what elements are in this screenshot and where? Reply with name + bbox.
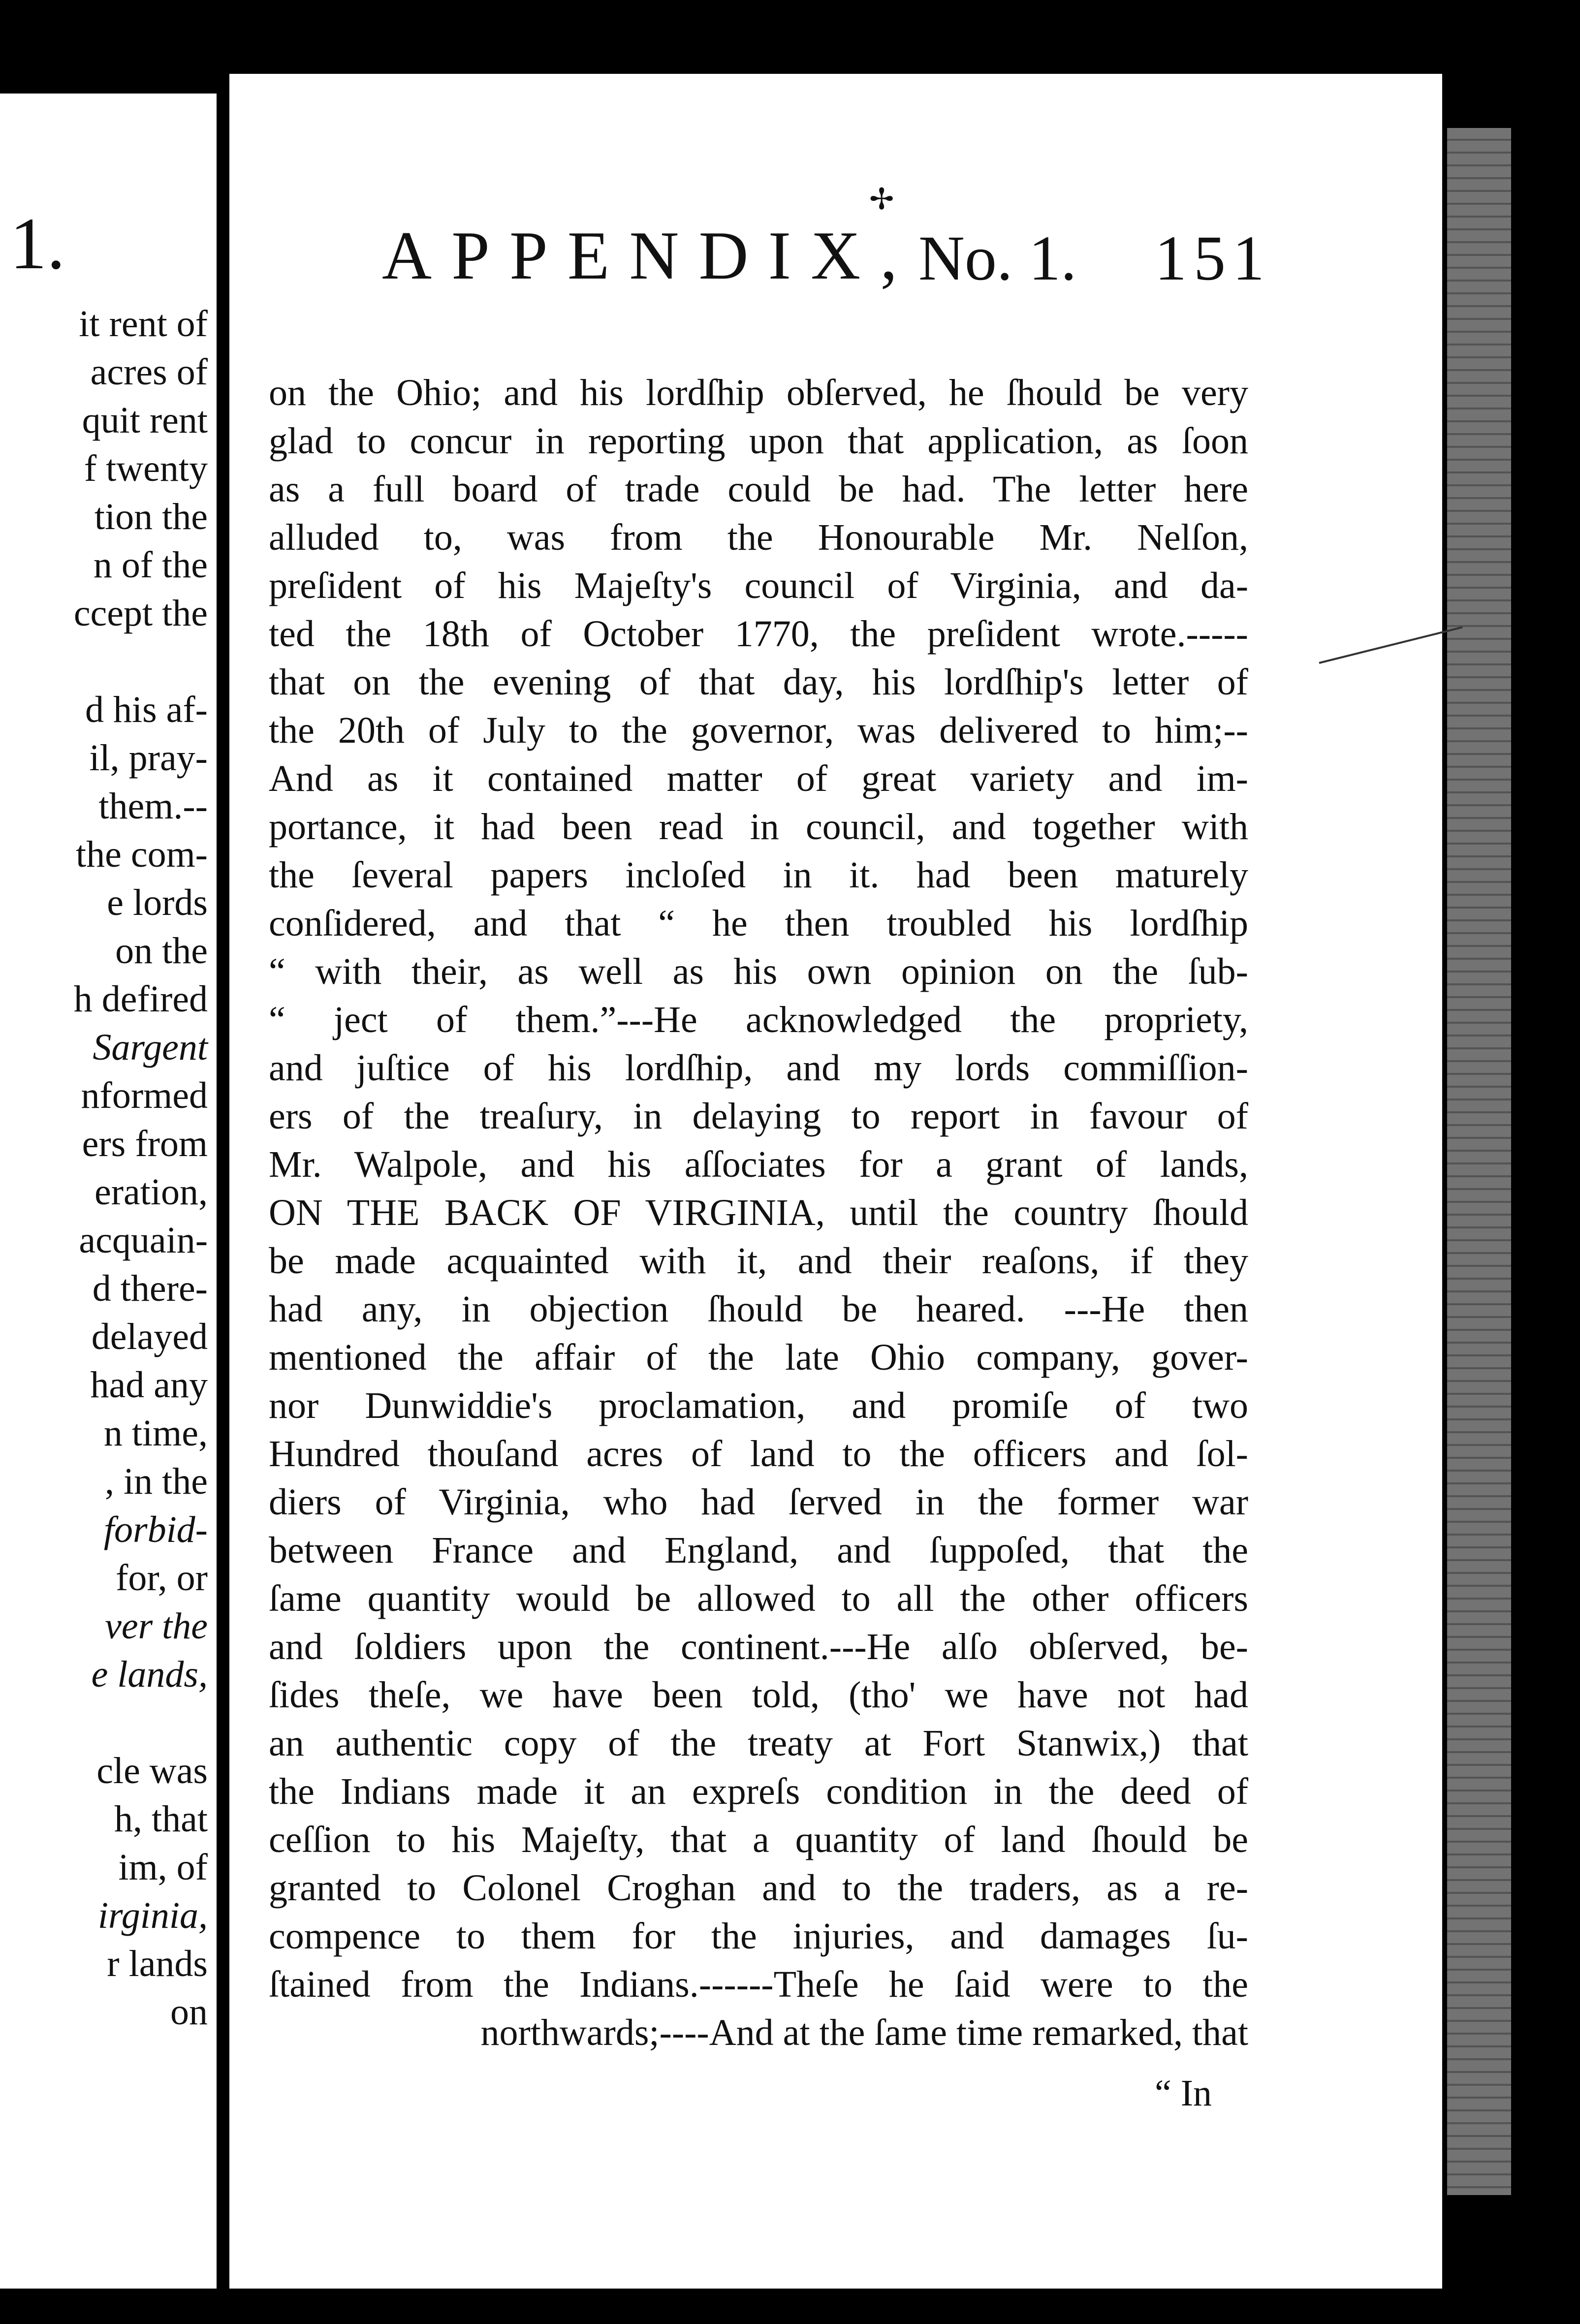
left-page-line: acquain- [79,1220,208,1261]
page-header [229,218,1442,305]
left-page-line: tion the [94,496,208,537]
body-line: ON THE BACK OF VIRGINIA, until the country ſhould [269,1192,1248,1233]
page-edge-bleed [1447,128,1511,2195]
body-line: and ſoldiers upon the continent.---He alſo obſerved, be- [269,1626,1248,1667]
body-line: between France and England, and ſuppoſed, that the [269,1530,1248,1571]
body-line: Hundred thouſand acres of land to the officers and ſol- [269,1433,1248,1475]
body-line: ſame quantity would be allowed to all the other officers [269,1578,1248,1619]
body-line: Mr. Walpole, and his aſſociates for a grant of lands, [269,1144,1248,1185]
body-line: northwards;----And at the ſame time remarked, that [480,2012,1248,2053]
appendix-number: No. 1. [918,223,1077,294]
main-page [229,74,1442,2289]
body-line: alluded to, was from the Honourable Mr. Nelſon, [269,517,1248,558]
left-page-line: nformed [81,1075,208,1116]
body-line: glad to concur in reporting upon that application, as ſoon [269,420,1248,462]
page-number: 151 [1155,223,1271,294]
body-line: mentioned the affair of the late Ohio company, gover- [269,1337,1248,1378]
left-page-line: ers from [82,1123,208,1164]
body-line: portance, it had been read in council, and together with [269,806,1248,848]
body-line: be made acquainted with it, and their reaſons, if they [269,1240,1248,1282]
gutter-shadow [217,84,226,2303]
left-page-line: n time, [103,1413,208,1454]
left-page-line: il, pray- [89,737,208,779]
body-line: had any, in objection ſhould be heared. ---He then [269,1288,1248,1330]
left-page-line: h, that [114,1798,208,1840]
left-page-line: the com- [75,834,208,875]
left-page-line: im, of [118,1847,208,1888]
left-page-line: had any [90,1364,208,1406]
body-line: ers of the treaſury, in delaying to report in favour of [269,1096,1248,1137]
body-line: the 20th of July to the governor, was delivered to him;-- [269,710,1248,751]
left-page-line: delayed [91,1316,208,1357]
left-page-line: e lords [107,882,208,923]
body-line: ceſſion to his Majeſty, that a quantity of land ſhould be [269,1819,1248,1860]
left-page-line: forbid- [103,1509,208,1550]
body-line: granted to Colonel Croghan and to the traders, as a re- [269,1867,1248,1909]
body-line: an authentic copy of the treaty at Fort Stanwix,) that [269,1723,1248,1764]
body-line: “ with their, as well as his own opinion on the ſub- [269,951,1248,992]
left-page-line: for, or [116,1557,208,1599]
body-line: compence to them for the injuries, and damages ſu- [269,1916,1248,1957]
left-page-line: cle was [96,1750,208,1791]
left-page-line: on [170,1991,208,2033]
left-page-line: ccept the [73,593,208,634]
body-line: And as it contained matter of great variety and im- [269,758,1248,799]
left-page-line: them.-- [98,785,208,827]
left-page-line: h defired [73,978,208,1020]
left-page-line: Sargent [93,1027,208,1068]
running-title: APPENDIX, [382,218,917,294]
body-line: ſides theſe, we have been told, (tho' we have not had [269,1674,1248,1716]
left-page-line: quit rent [82,400,208,441]
body-line: as a full board of trade could be had. The letter here [269,469,1248,510]
body-line: the ſeveral papers incloſed in it. had been maturely [269,854,1248,896]
body-line: preſident of his Majeſty's council of Virginia, and da- [269,565,1248,606]
left-page-line: n of the [93,544,208,586]
body-line: “ ject of them.”---He acknowledged the propriety, [269,999,1248,1040]
left-page-fragment [0,94,217,2289]
left-page-line: it rent of [79,303,208,345]
left-page-line: irginia, [97,1895,208,1936]
left-page-line: e lands, [91,1654,208,1695]
printer-mark: ✢ [869,183,894,216]
catchword: “ In [1155,2073,1212,2114]
left-page-line: r lands [107,1943,208,1984]
page-edge-line [1555,84,1560,2308]
body-line: nor Dunwiddie's proclamation, and promiſe of two [269,1385,1248,1426]
body-line: ted the 18th of October 1770, the preſident wrote.----- [269,613,1248,655]
left-page-line: d there- [92,1268,208,1309]
left-page-line: d his af- [85,689,208,730]
body-line: on the Ohio; and his lordſhip obſerved, he ſhould be very [269,372,1248,413]
body-line: that on the evening of that day, his lordſhip's letter of [269,661,1248,703]
left-page-line: eration, [94,1171,208,1213]
body-line: diers of Virginia, who had ſerved in the former war [269,1481,1248,1523]
body-line: conſidered, and that “ he then troubled his lordſhip [269,903,1248,944]
body-line: ſtained from the Indians.------Theſe he ſaid were to the [269,1964,1248,2005]
body-line: the Indians made it an expreſs condition in the deed of [269,1771,1248,1812]
left-page-line: ver the [105,1605,208,1647]
left-page-head: 1. [10,203,65,284]
left-page-line: f twenty [84,448,208,489]
left-page-line: acres of [90,351,208,393]
body-line: and juſtice of his lordſhip, and my lords commiſſion- [269,1047,1248,1089]
left-page-line: on the [115,930,208,972]
left-page-line: , in the [105,1461,208,1502]
